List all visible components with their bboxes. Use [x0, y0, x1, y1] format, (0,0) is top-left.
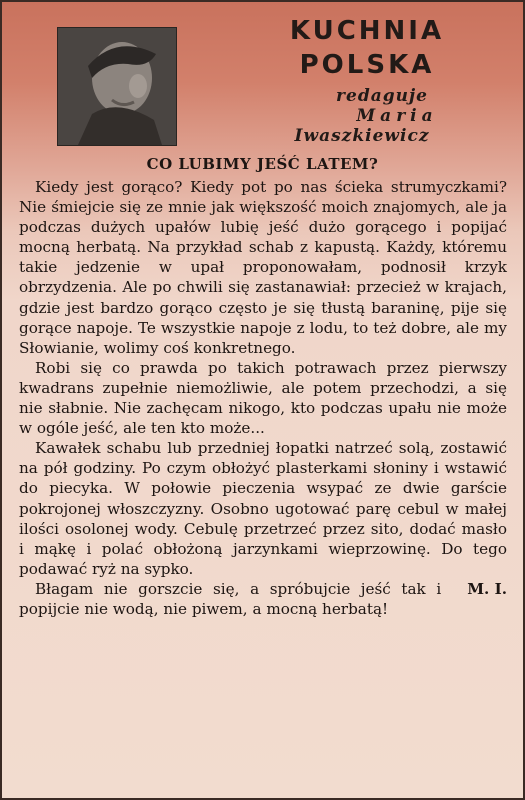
article-paragraph-1: Kiedy jest gorąco? Kiedy pot po nas ścieka strumyczkami? Nie śmiejcie się ze mnie jak większość moich znajomych, ale ja podczas dużych upałów lubię jeść dużo gorącego i popijać mocną herbatą. Na przykład schab z kapustą. Każdy, któremu takie jedzenie w upał proponowałam, podnosił krzyk obrzydzenia. Ale po chwili się zastanawiał: przecież w krajach, gdzie jest bardzo gorąco często je się tłustą baraninę, pije się gorące napoje. Te wszystkie napoje z lodu, to też dobre, ale my Słowianie, wolimy coś konkretnego. — [19, 178, 507, 357]
byline-line-1: redaguje — [336, 86, 428, 106]
article-paragraph-3: Kawałek schabu lub przedniej łopatki natrzeć solą, zostawić na pół godziny. Po czym obłożyć plasterkami słoniny i wstawić do piecyka. W połowie pieczenia wsypać ze dwie garście pokrojonej włoszczyzny. Osobno ugotować parę cebul w małej ilości osolonej wody. Cebulę przetrzeć przez sito, dodać masło i mąkę i polać obłożoną jarzynkami wieprzowinę. Do tego podawać ryż na sypko. — [19, 439, 507, 578]
article-signature: M. I. — [467, 579, 507, 598]
article-paragraph-4 — [19, 579, 507, 619]
column-header — [2, 2, 523, 162]
portrait-image — [58, 28, 176, 145]
column-title-line-1: KUCHNIA — [289, 16, 445, 46]
article-paragraph-2: Robi się co prawda po takich potrawach przez pierwszy kwadrans zupełnie niemożliwie, ale potem przechodzi, a się nie słabnie. Nie zachęcam nikogo, kto podczas upału nie może w ogóle jeść, ale ten kto może... — [19, 358, 507, 438]
byline-line-3: Iwaszkiewicz — [294, 126, 430, 146]
article-title: CO LUBIMY JEŚĆ LATEM? — [146, 155, 379, 173]
column-title-line-2: POLSKA — [299, 50, 435, 80]
byline-line-2: Maria — [356, 106, 438, 126]
article-paragraph-4-text: Błagam nie gorszcie się, a spróbujcie jeść tak i popijcie nie wodą, nie piwem, a mocną herbatą! — [19, 579, 442, 618]
author-portrait-photo — [57, 27, 177, 146]
article-body — [19, 177, 507, 619]
